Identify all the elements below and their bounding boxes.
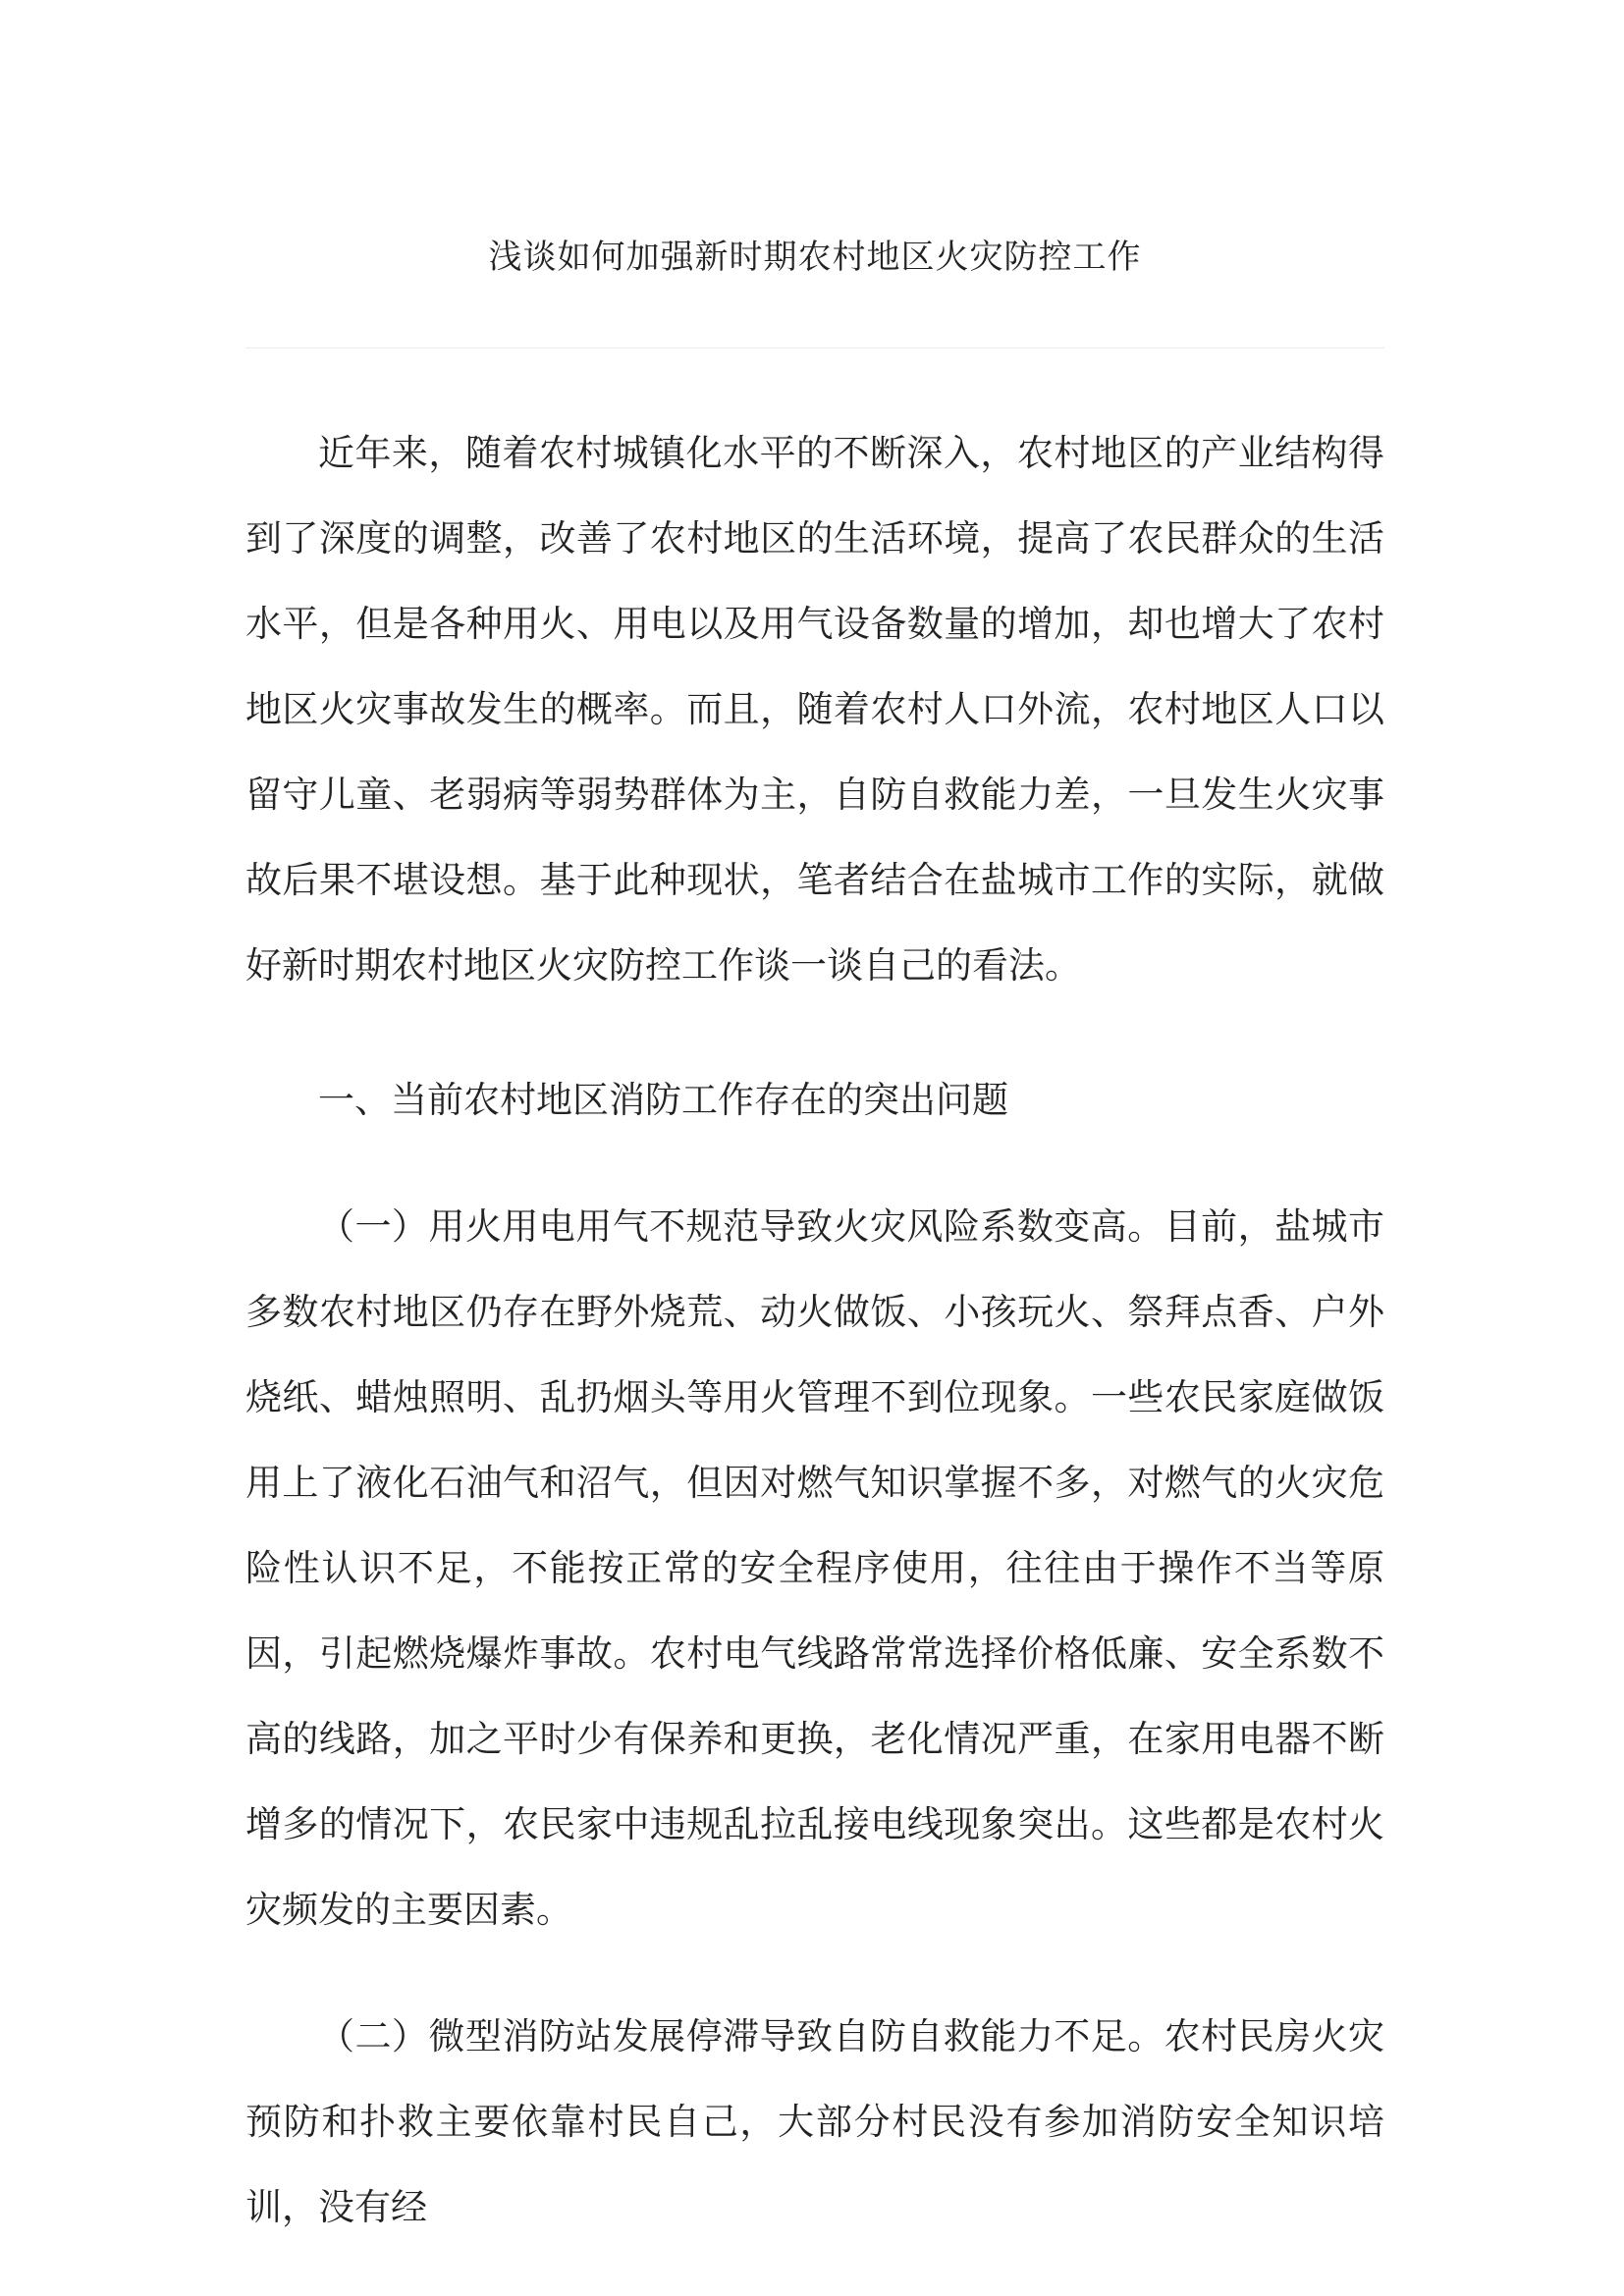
- intro-paragraph: 近年来，随着农村城镇化水平的不断深入，农村地区的产业结构得到了深度的调整，改善了农村地区的生活环境，提高了农民群众的生活水平，但是各种用火、用电以及用气设备数量的增加，却也增大了农村地区火灾事故发生的概率。而且，随着农村人口外流，农村地区人口以留守儿童、老弱病等弱势群体为主，自防自救能力差，一旦发生火灾事故后果不堪设想。基于此种现状，笔者结合在盐城市工作的实际，就做好新时期农村地区火灾防控工作谈一谈自己的看法。: [245, 432, 1384, 987]
- document-body: [245, 410, 1384, 2250]
- item-1-paragraph: （一）用火用电用气不规范导致火灾风险系数变高。目前，盐城市多数农村地区仍存在野外烧荒、动火做饭、小孩玩火、祭拜点香、户外烧纸、蜡烛照明、乱扔烟头等用火管理不到位现象。一些农民家庭做饭用上了液化石油气和沼气，但因对燃气知识掌握不多，对燃气的火灾危险性认识不足，不能按正常的安全程序使用，往往由于操作不当等原因，引起燃烧爆炸事故。农村电气线路常常选择价格低廉、安全系数不高的线路，加之平时少有保养和更换，老化情况严重，在家用电器不断增多的情况下，农民家中违规乱拉乱接电线现象突出。这些都是农村火灾频发的主要因素。: [245, 1205, 1384, 1931]
- document-title: 浅谈如何加强新时期农村地区火灾防控工作: [488, 238, 1142, 277]
- title-divider: [245, 347, 1384, 348]
- item-2-paragraph: （二）微型消防站发展停滞导致自防自救能力不足。农村民房火灾预防和扑救主要依靠村民自己，大部分村民没有参加消防安全知识培训，没有经: [245, 2015, 1384, 2228]
- section-heading: 一、当前农村地区消防工作存在的突出问题: [318, 1079, 1008, 1121]
